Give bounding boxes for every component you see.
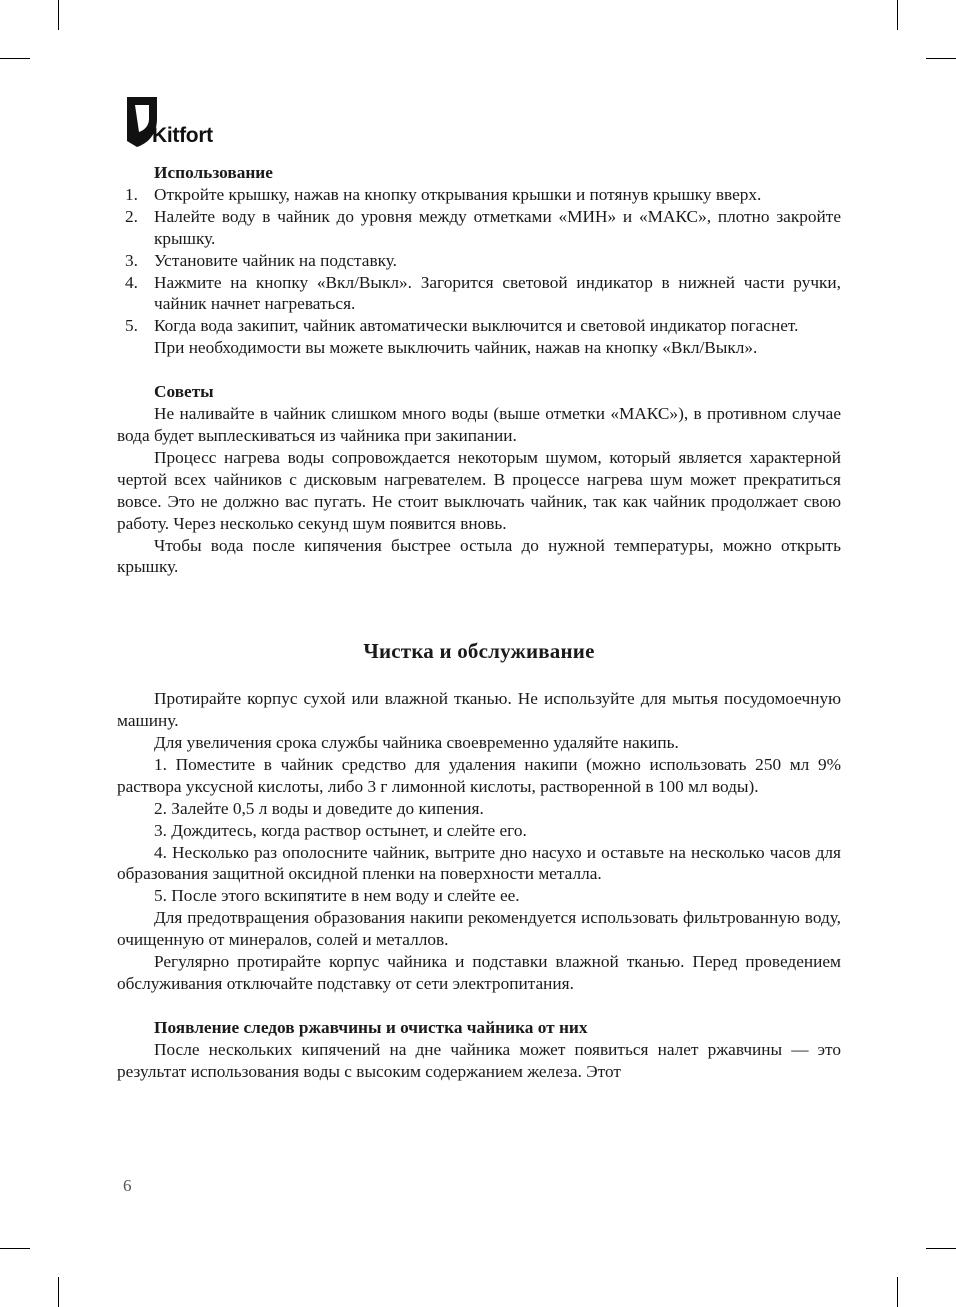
paragraph: 1. Поместите в чайник средство для удаления накипи (можно использовать 250 мл 9% раствора уксусной кислоты, либо 3 г лимонной кислоты, растворенной в 100 мл воды). <box>117 754 841 796</box>
crop-mark <box>58 0 59 30</box>
list-item: 5. Когда вода закипит, чайник автоматически выключится и световой индикатор погаснет. <box>125 316 799 336</box>
paragraph: После нескольких кипячений на дне чайника может появиться налет ржавчины — это результат использования воды с высоким содержанием железа. Этот <box>117 1039 841 1081</box>
usage-note: При необходимости вы можете выключить чайник, нажав на кнопку «Вкл/Выкл». <box>154 338 758 358</box>
list-item: 1. Откройте крышку, нажав на кнопку открывания крышки и потянув крышку вверх. <box>125 184 762 204</box>
tips-heading: Советы <box>154 382 214 402</box>
usage-heading: Использование <box>154 163 273 182</box>
paragraph: 5. После этого вскипятите в нем воду и слейте ее. <box>154 886 520 906</box>
list-item: 2. Налейте воду в чайник до уровня между отметками «МИН» и «МАКС», плотно закройте крышку. <box>125 206 841 248</box>
paragraph: 2. Залейте 0,5 л воды и доведите до кипения. <box>154 798 484 818</box>
paragraph: Чтобы вода после кипячения быстрее остыла до нужной температуры, можно открыть крышку. <box>117 535 841 577</box>
list-item: 4. Нажмите на кнопку «Вкл/Выкл». Загорится световой индикатор в нижней части ручки, чайник начнет нагреваться. <box>125 272 841 314</box>
page-content <box>117 162 841 1083</box>
list-item: 3. Установите чайник на подставку. <box>125 250 397 270</box>
paragraph: Для предотвращения образования накипи рекомендуется использовать фильтрованную воду, очищенную от минералов, солей и металлов. <box>117 908 841 950</box>
crop-mark <box>0 1248 30 1249</box>
rust-heading: Появление следов ржавчины и очистка чайника от них <box>154 1017 588 1037</box>
paragraph: Для увеличения срока службы чайника своевременно удаляйте накипь. <box>154 733 679 753</box>
paragraph: 4. Несколько раз ополосните чайник, вытрите дно насухо и оставьте на несколько часов для образования защитной оксидной пленки на поверхности металла. <box>117 842 841 884</box>
paragraph: Протирайте корпус сухой или влажной тканью. Не используйте для мытья посудомоечную машину. <box>117 689 841 731</box>
page-number: 6 <box>123 1176 132 1195</box>
crop-mark <box>58 1277 59 1307</box>
crop-mark <box>897 0 898 30</box>
usage-steps <box>117 184 841 337</box>
crop-mark <box>0 58 30 59</box>
paragraph: Процесс нагрева воды сопровождается некоторым шумом, который является характерной чертой всех чайников с дисковым нагревателем. В процессе нагрева шум может прекратиться вовсе. Это не должно вас пугать. Не стоит выключать чайник, так как чайник продолжает свою работу. Через несколько секунд шум появится вновь. <box>117 447 841 533</box>
crop-mark <box>897 1277 898 1307</box>
paragraph: Не наливайте в чайник слишком много воды (выше отметки «МАКС»), в противном случае вода будет выплескиваться из чайника при закипании. <box>117 404 841 445</box>
paragraph: Регулярно протирайте корпус чайника и подставки влажной тканью. Перед проведением обслуживания отключайте подставку от сети электропитания. <box>117 952 841 993</box>
crop-mark <box>926 1248 956 1249</box>
paragraph: 3. Дождитесь, когда раствор остынет, и слейте его. <box>154 820 527 840</box>
crop-mark <box>926 58 956 59</box>
brand-name: Kitfort <box>152 124 213 147</box>
section-title: Чистка и обслуживание <box>363 639 595 664</box>
